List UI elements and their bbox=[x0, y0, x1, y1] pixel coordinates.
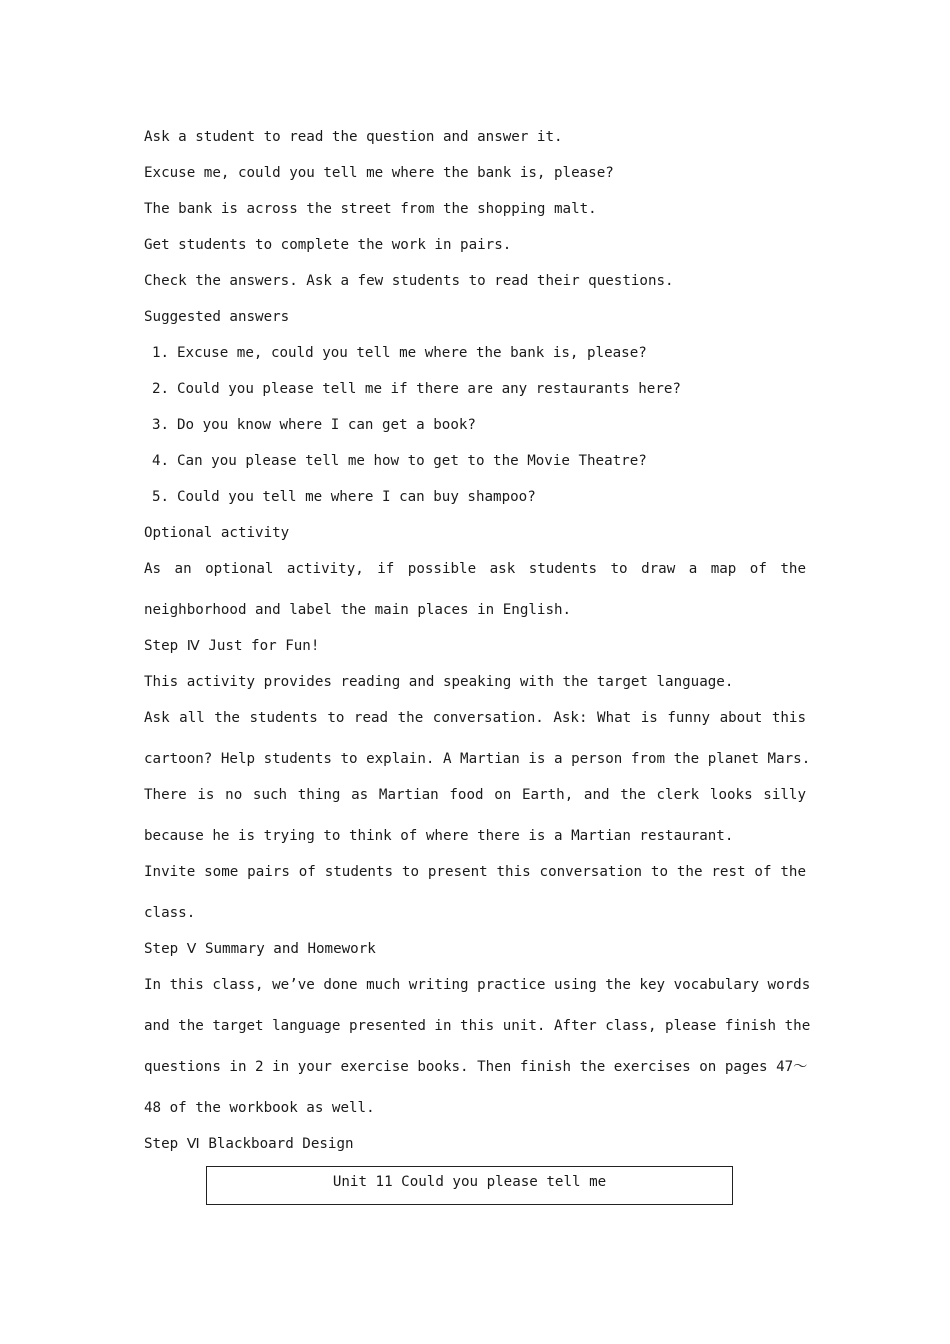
instruction-check: Check the answers. Ask a few students to read their questions. bbox=[144, 273, 674, 289]
answer-number: 5. bbox=[152, 489, 170, 505]
answer-item bbox=[144, 451, 647, 471]
answer-item bbox=[144, 343, 647, 363]
answer-text: Do you know where I can get a book? bbox=[177, 417, 476, 433]
answer-number: 2. bbox=[152, 381, 170, 397]
answer-text: Could you tell me where I can buy shampoo? bbox=[177, 489, 536, 505]
answer-number: 1. bbox=[152, 345, 170, 361]
instruction-pairs: Get students to complete the work in pairs. bbox=[144, 237, 512, 253]
step-5-text: and the target language presented in this unit. After class, please finish the bbox=[144, 1018, 811, 1034]
step-4-text: cartoon? Help students to explain. A Martian is a person from the planet Mars. bbox=[144, 751, 811, 767]
answer-number: 4. bbox=[152, 453, 170, 469]
optional-activity-text: As an optional activity, if possible ask students to draw a map of the bbox=[144, 561, 806, 577]
answer-text: Could you please tell me if there are any restaurants here? bbox=[177, 381, 681, 397]
answer-item bbox=[144, 415, 476, 435]
step-4-text: because he is trying to think of where there is a Martian restaurant. bbox=[144, 828, 734, 844]
step-4-heading: Step Ⅳ Just for Fun! bbox=[144, 638, 320, 654]
step-4-text: Invite some pairs of students to present this conversation to the rest of the bbox=[144, 864, 806, 880]
answer-item bbox=[144, 379, 681, 399]
blackboard-title: Unit 11 Could you please tell me bbox=[332, 1174, 607, 1190]
step-5-heading: Step Ⅴ Summary and Homework bbox=[144, 941, 376, 957]
step-4-text: There is no such thing as Martian food on Earth, and the clerk looks silly bbox=[144, 787, 806, 803]
instruction-read-question: Ask a student to read the question and answer it. bbox=[144, 129, 563, 145]
answer-number: 3. bbox=[152, 417, 170, 433]
step-5-text: In this class, we’ve done much writing practice using the key vocabulary words bbox=[144, 977, 811, 993]
step-5-text: 48 of the workbook as well. bbox=[144, 1100, 375, 1116]
blackboard-design-box bbox=[206, 1166, 733, 1205]
suggested-answers-heading: Suggested answers bbox=[144, 309, 290, 325]
optional-activity-heading: Optional activity bbox=[144, 525, 290, 541]
answer-item bbox=[144, 487, 536, 507]
answer-text: Excuse me, could you tell me where the bank is, please? bbox=[177, 345, 647, 361]
step-4-text: class. bbox=[144, 905, 196, 921]
step-6-heading: Step Ⅵ Blackboard Design bbox=[144, 1136, 354, 1152]
answer-text: Can you please tell me how to get to the Movie Theatre? bbox=[177, 453, 647, 469]
optional-activity-text: neighborhood and label the main places in English. bbox=[144, 602, 572, 618]
example-answer: The bank is across the street from the shopping malt. bbox=[144, 201, 597, 217]
step-4-text: Ask all the students to read the conversation. Ask: What is funny about this bbox=[144, 710, 806, 726]
step-4-intro: This activity provides reading and speaking with the target language. bbox=[144, 674, 734, 690]
step-5-text: questions in 2 in your exercise books. Then finish the exercises on pages 47～ bbox=[144, 1059, 808, 1075]
example-question: Excuse me, could you tell me where the bank is, please? bbox=[144, 165, 614, 181]
